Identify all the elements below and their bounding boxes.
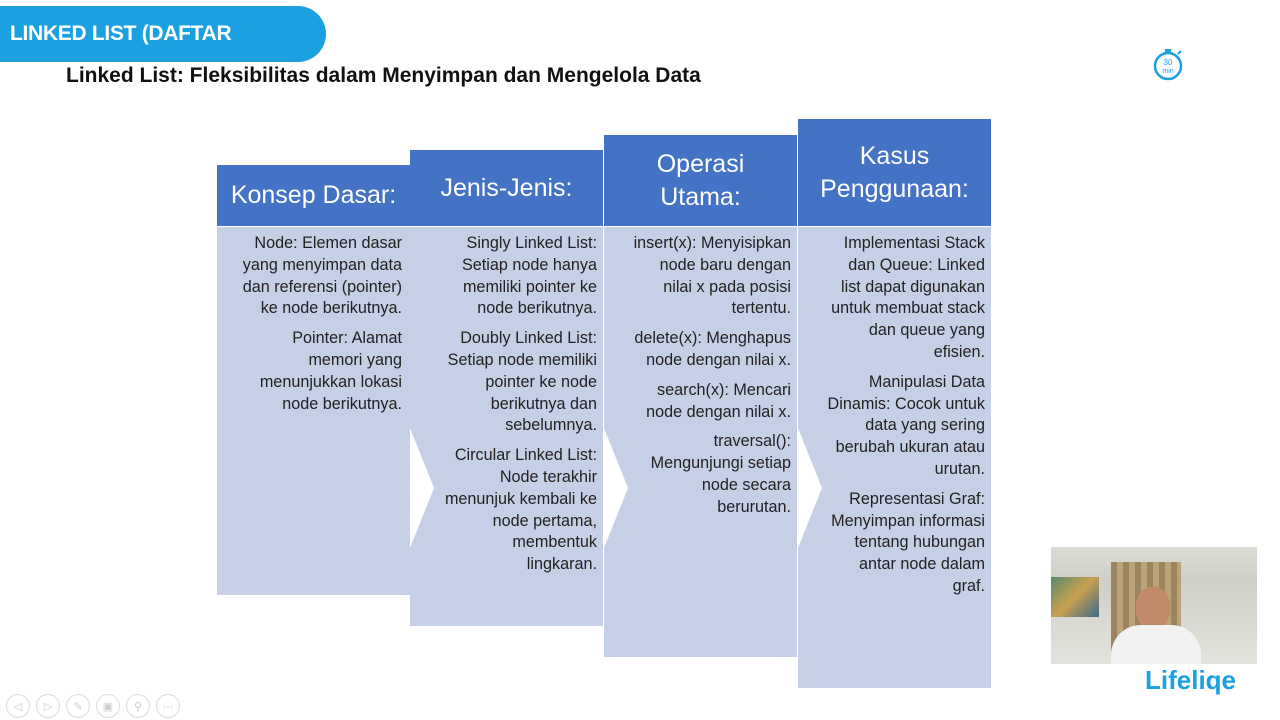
column-body — [410, 227, 603, 626]
column-body — [217, 227, 410, 595]
column-item: Singly Linked List: Setiap node hanya memiliki pointer ke node berikutnya. — [461, 234, 597, 318]
column-item: traversal(): Mengunjungi setiap node secara berurutan. — [650, 432, 791, 516]
section-banner: LINKED LIST (DAFTAR TERTAUT) — [0, 6, 326, 62]
column-kasus-penggunaan — [798, 0, 991, 688]
column-item: delete(x): Menghapus node dengan nilai x. — [634, 329, 791, 369]
column-item: Circular Linked List: Node terakhir menunjuk kembali ke node pertama, membentuk lingkaran. — [444, 446, 597, 574]
lifeliqe-logo: Lifeliqe — [1145, 665, 1237, 695]
column-operasi-utama — [604, 0, 797, 657]
column-item: Doubly Linked List: Setiap node memiliki pointer ke node berikutnya dan sebelumnya. — [447, 329, 597, 435]
timer-value: 30 — [1163, 58, 1173, 67]
more-icon[interactable]: ⋯ — [156, 694, 180, 718]
column-header: Jenis-Jenis: — [410, 150, 603, 226]
slide-title: Linked List: Fleksibilitas dalam Menyimpan dan Mengelola Data — [66, 64, 701, 87]
column-header: Kasus Penggunaan: — [798, 119, 991, 226]
presenter-shirt — [1111, 625, 1201, 664]
column-item: Node: Elemen dasar yang menyimpan data dan referensi (pointer) ke node berikutnya. — [242, 234, 402, 318]
next-icon[interactable]: ▷ — [36, 694, 60, 718]
column-jenis-jenis — [410, 0, 603, 626]
wall-painting — [1051, 577, 1099, 617]
column-item: search(x): Mencari node dengan nilai x. — [646, 380, 791, 421]
timer-icon — [1152, 47, 1184, 81]
zoom-icon[interactable]: ⚲ — [126, 694, 150, 718]
previous-icon[interactable]: ◁ — [6, 694, 30, 718]
column-header: Konsep Dasar: — [217, 165, 410, 226]
column-item: Manipulasi Data Dinamis: Cocok untuk data yang sering berubah ukuran atau urutan. — [827, 372, 985, 478]
timer-unit: min — [1162, 68, 1174, 75]
column-item: Pointer: Alamat memori yang menunjukkan lokasi node berikutnya. — [259, 329, 402, 413]
column-body — [798, 227, 991, 688]
slides-icon[interactable]: ▣ — [96, 694, 120, 718]
pen-icon[interactable]: ✎ — [66, 694, 90, 718]
column-header: Operasi Utama: — [604, 135, 797, 226]
column-item: insert(x): Menyisipkan node baru dengan nilai x pada posisi tertentu. — [633, 234, 791, 318]
column-item: Implementasi Stack dan Queue: Linked list dapat digunakan untuk membuat stack dan queue yang efisien. — [831, 234, 985, 361]
slide-navigation — [6, 694, 180, 718]
column-body — [604, 227, 797, 657]
column-item: Representasi Graf: Menyimpan informasi tentang hubungan antar node dalam graf. — [831, 489, 985, 595]
column-konsep-dasar — [217, 0, 410, 595]
presenter-video — [1051, 547, 1257, 664]
presenter-face — [1136, 587, 1170, 629]
